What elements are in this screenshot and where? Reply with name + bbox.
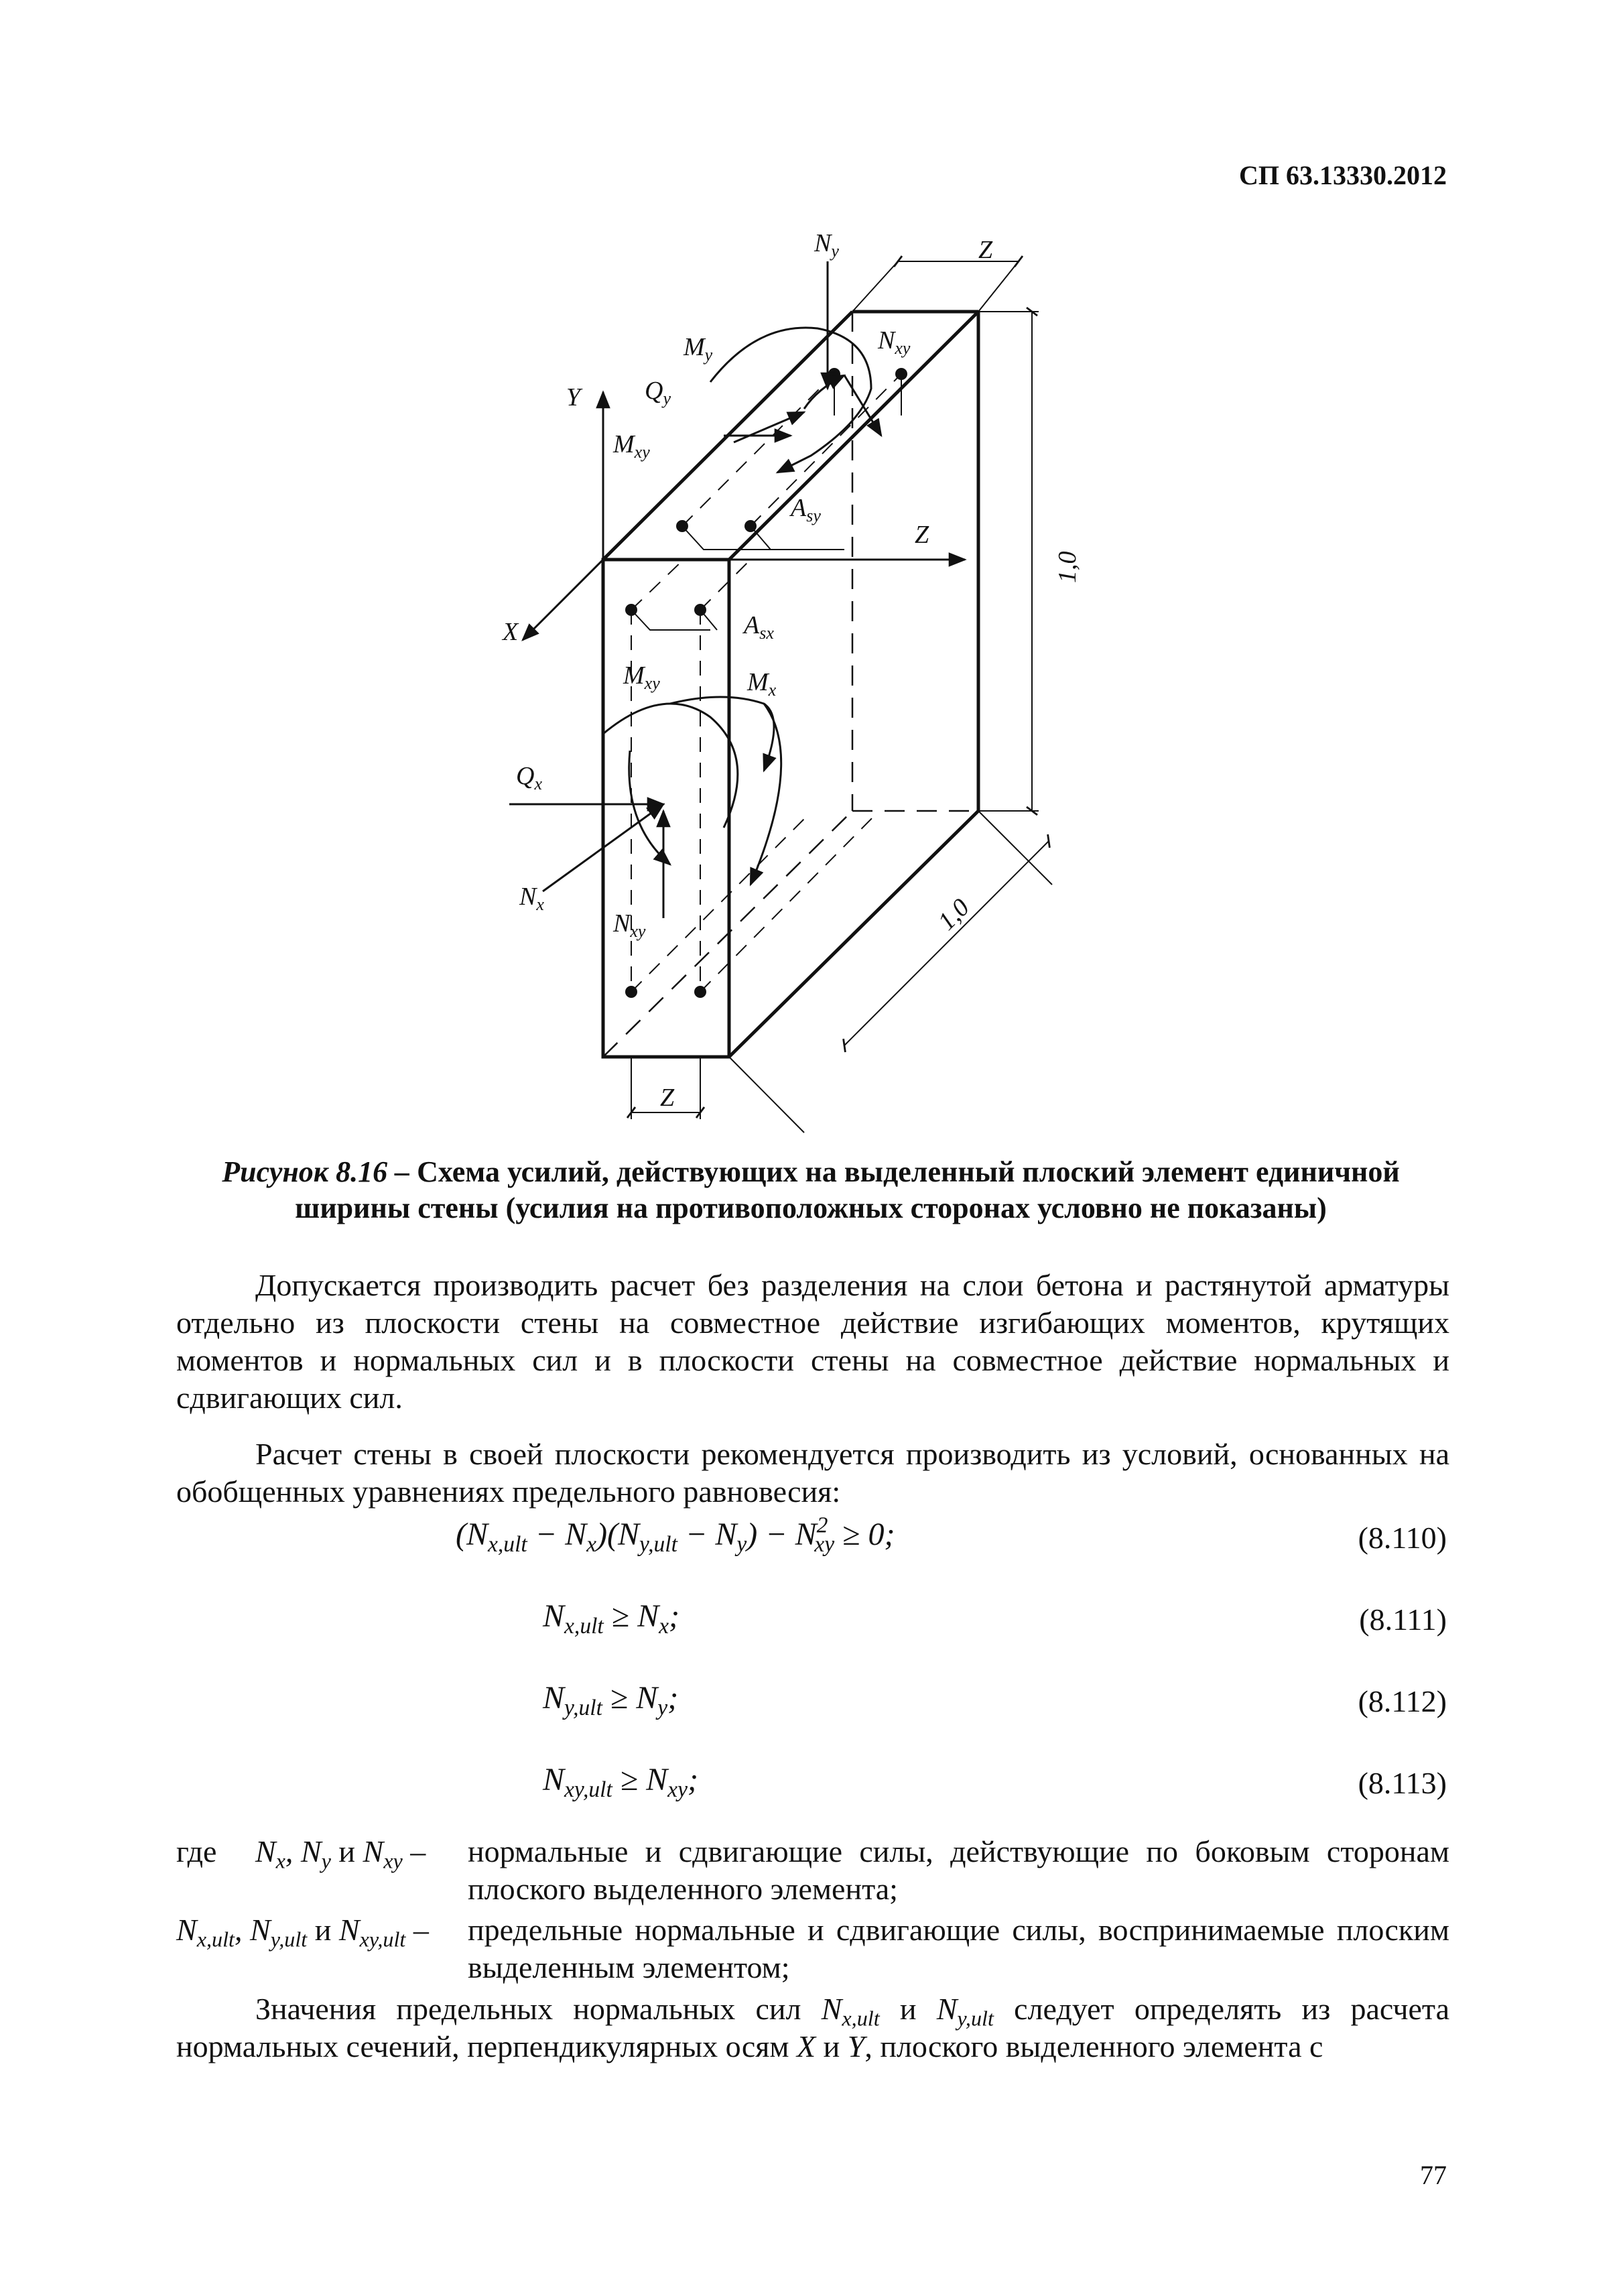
label-mx: $M_x$	[747, 668, 777, 700]
equation-number-8-111: (8.111)	[1359, 1602, 1447, 1637]
label-dim-z-bottom: Z	[660, 1084, 675, 1112]
definition-term-forces: где $N_x$, $N_y$ и $N_{xy}$ –	[176, 1834, 426, 1873]
label-axis-z: Z	[915, 521, 929, 549]
definition-text-forces: нормальные и сдвигающие силы, действующие по боковым сторонам плоского выделенного элемента;	[468, 1834, 1449, 1906]
paragraph-2: Расчет стены в своей плоскости рекомендуется производить из условий, основанных на обобщенных уравнениях предельного равновесия:	[176, 1437, 1449, 1509]
label-qy: $Q_y$	[645, 377, 671, 408]
label-axis-x: X	[503, 618, 519, 646]
label-my: $M_y$	[684, 333, 713, 365]
equation-8-110: $(N_{x,ult} - N_x)(N_{y,ult} - N_y) - N^2_{xy} \ge 0$;	[456, 1513, 895, 1557]
label-nx: $N_x$	[519, 883, 544, 914]
equation-number-8-112: (8.112)	[1358, 1684, 1447, 1718]
label-nxy-top: $N_{xy}$	[878, 326, 911, 358]
page-number: 77	[1420, 2160, 1447, 2190]
definition-term-ultimate: $N_{x,ult}$, $N_{y,ult}$ и $N_{xy,ult}$ –	[176, 1913, 429, 1952]
paragraph-3: Значения предельных нормальных сил $N_{x,ult}$ и $N_{y,ult}$ следует определять из расчета нормальных сечений, перпендикулярных осям X и Y, плоского выделенного элемента с	[176, 1992, 1450, 2063]
label-asy: $A_{sy}$	[791, 494, 821, 525]
dimension-lines	[631, 261, 1052, 1133]
wall-element-diagram	[469, 221, 1173, 1139]
axes	[523, 392, 965, 640]
label-dim-z-top: Z	[978, 236, 993, 264]
equation-number-8-113: (8.113)	[1358, 1766, 1447, 1800]
label-nxy-front: $N_{xy}$	[613, 909, 646, 941]
definition-text-ultimate: предельные нормальные и сдвигающие силы, воспринимаемые плоским выделенным элементом;	[468, 1913, 1449, 1984]
equation-number-8-110: (8.110)	[1358, 1521, 1447, 1555]
label-ny: $N_y$	[814, 229, 839, 261]
label-mxy-front: $M_{xy}$	[623, 661, 660, 693]
label-axis-y: Y	[566, 383, 581, 411]
equation-8-112: $N_{y,ult} \ge N_y$;	[543, 1680, 679, 1721]
figure-caption	[174, 1154, 1447, 1226]
label-dim-depth: 1,0	[932, 893, 975, 936]
label-asx: $A_{sx}$	[744, 611, 774, 643]
caption-text: Схема усилий, действующих на выделенный плоский элемент единичной ширины стены (усилия на противоположных сторонах условно не показаны)	[295, 1155, 1400, 1224]
document-code: СП 63.13330.2012	[1239, 160, 1447, 190]
paragraph-1: Допускается производить расчет без разделения на слои бетона и растянутой арматуры отдельно из плоскости стены на совместное действие изгибающих моментов, крутящих моментов и нормальных сил и в плоскости стены на совместное действие нормальных и сдвигающих сил.	[176, 1268, 1449, 1415]
label-dim-height: 1,0	[1053, 551, 1082, 583]
equation-8-111: $N_{x,ult} \ge N_x$;	[543, 1598, 680, 1639]
equation-8-113: $N_{xy,ult} \ge N_{xy}$;	[543, 1762, 698, 1803]
caption-label: Рисунок 8.16 –	[222, 1155, 410, 1188]
label-qx: $Q_x$	[516, 762, 542, 793]
label-mxy-top: $M_{xy}$	[613, 430, 650, 462]
